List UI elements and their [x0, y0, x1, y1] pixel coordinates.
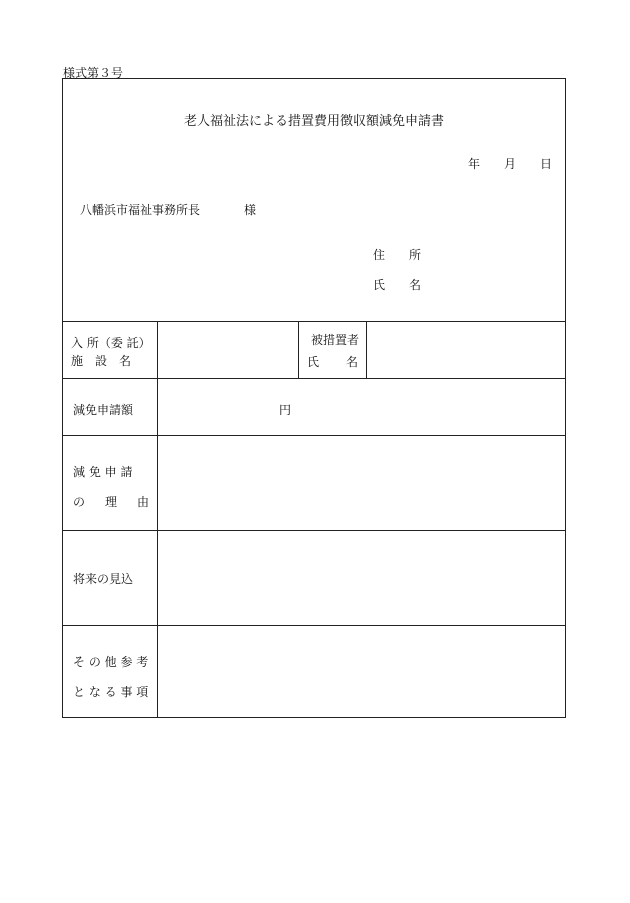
- other-matters-field[interactable]: [158, 626, 565, 717]
- reason-label-line2c: 由: [137, 495, 150, 509]
- person-label-line2a: 氏: [307, 355, 320, 369]
- amount-unit: 円: [279, 403, 292, 417]
- form-title: 老人福祉法による措置費用徴収額減免申請書: [183, 114, 444, 129]
- amount-field[interactable]: [158, 379, 565, 434]
- date-day: 日: [540, 157, 553, 171]
- amount-label: 減免申請額: [73, 403, 134, 417]
- reason-label-line2b: 理: [105, 495, 118, 509]
- date-month: 月: [504, 157, 517, 171]
- outlook-field[interactable]: [158, 531, 565, 624]
- other-label-line2: と な る 事 項: [73, 685, 149, 699]
- facility-label-cell: [63, 321, 157, 378]
- reason-label-line2a: の: [73, 495, 86, 509]
- facility-label-line2: 施 設 名: [71, 354, 132, 368]
- applicant-name-label-2: 名: [409, 278, 422, 292]
- form-number: 様式第３号: [63, 66, 124, 80]
- applicant-address-label-2: 所: [409, 248, 422, 262]
- addressee-honorific: 様: [244, 203, 257, 217]
- applicant-address-label-1: 住: [373, 248, 386, 262]
- person-name-field[interactable]: [367, 322, 565, 377]
- reason-label-line1: 減 免 申 請: [73, 465, 133, 479]
- facility-label-line1: 入 所（委 託）: [71, 336, 151, 350]
- facility-name-field[interactable]: [158, 322, 297, 377]
- applicant-name-label-1: 氏: [373, 278, 386, 292]
- person-label-line2b: 名: [346, 355, 359, 369]
- date-year: 年: [468, 157, 481, 171]
- addressee-office: 八幡浜市福祉事務所長: [80, 203, 201, 217]
- outlook-label: 将来の見込: [73, 572, 134, 586]
- application-form: [62, 78, 566, 718]
- person-label-line1: 被措置者: [311, 333, 360, 347]
- reason-field[interactable]: [158, 436, 565, 529]
- column-divider: [298, 321, 299, 378]
- other-label-line1: そ の 他 参 考: [73, 655, 149, 669]
